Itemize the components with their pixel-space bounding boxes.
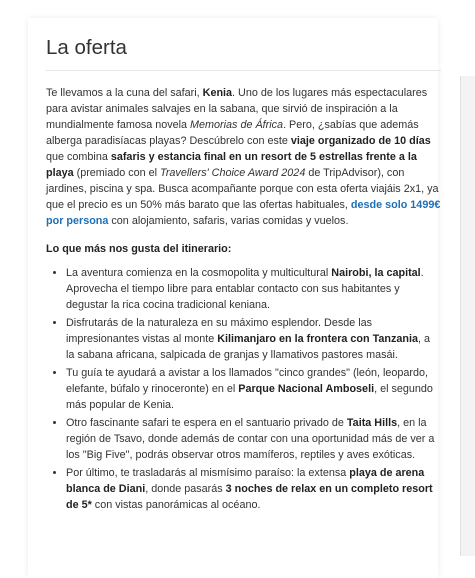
item-bold: playa de arena blanca de Diani: [66, 467, 425, 495]
intro-bold: Kenia: [202, 87, 233, 99]
list-item: [66, 315, 441, 363]
item-bold: Kilimanjaro en la frontera con Tanzania: [217, 333, 419, 345]
list-item: [66, 265, 441, 313]
intro-text: . Uno de los lugares más espectaculares para avistar animales salvajes en la sabana, que sirvió de inspiración a la mundialmente famosa novela: [46, 87, 428, 131]
intro-text: (premiado con el: [73, 167, 161, 179]
list-item: [66, 465, 441, 513]
item-bold: Parque Nacional Amboseli: [238, 383, 375, 395]
item-text: , a la sabana africana, salpicada de granjas y llamativos pastores masái.: [66, 333, 431, 361]
item-bold: Nairobi, la capital: [331, 267, 421, 279]
itinerary-heading: Lo que más nos gusta del itinerario:: [46, 243, 232, 255]
item-text: , donde pasarás: [145, 483, 226, 495]
intro-bold: viaje organizado de 10 días: [290, 135, 431, 147]
offer-description: [46, 85, 441, 229]
intro-text: que combina: [46, 151, 111, 163]
item-text: Por último, te trasladarás al mismísimo paraíso: la extensa: [66, 467, 350, 479]
list-item: [66, 415, 441, 463]
item-text: , el segundo más popular de Kenia.: [66, 383, 433, 411]
intro-bold: safaris y estancia final en un resort de 5 estrellas frente a la playa: [46, 151, 417, 179]
item-text: La aventura comienza en la cosmopolita y multicultural: [66, 267, 332, 279]
offer-section: [46, 36, 441, 515]
intro-text: con alojamiento, safaris, varias comidas y vuelos.: [108, 215, 349, 227]
intro-text: de TripAdvisor), con jardines, piscina y spa. Busca acompañante porque con esta oferta viajáis 2x1, ya que el precio es un 50% más barato que las ofertas habituales,: [46, 167, 439, 211]
item-text: con vistas panorámicas al océano.: [91, 499, 261, 511]
itinerary-list: [46, 265, 441, 513]
item-text: , en la región de Tsavo, donde además de contar con una oportunidad más de ver a los "Big Five", podrás observar otros mamíferos, reptiles y aves exóticas.: [66, 417, 435, 461]
section-title: La oferta: [46, 36, 441, 71]
intro-text: Te llevamos a la cuna del safari,: [46, 87, 203, 99]
item-bold: Taita Hills: [346, 417, 398, 429]
intro-italic: Memorias de África: [190, 119, 284, 131]
item-text: Otro fascinante safari te espera en el santuario privado de: [66, 417, 347, 429]
item-text: Tu guía te ayudará a avistar a los llamados "cinco grandes" (león, leopardo, elefante, búfalo y rinoceronte) en el: [66, 367, 428, 395]
intro-italic: Travellers' Choice Award 2024: [160, 167, 306, 179]
list-item: [66, 365, 441, 413]
price-highlight: desde solo 1499€ por persona: [46, 199, 441, 227]
intro-text: . Pero, ¿sabías que además alberga paradisíacas playas? Descúbrelo con este: [46, 119, 419, 147]
item-text: . Aprovecha el tiempo libre para entablar contacto con sus habitantes y degustar la rica cocina tradicional keniana.: [66, 267, 424, 311]
item-bold: 3 noches de relax en un completo resort de 5*: [66, 483, 433, 511]
item-text: Disfrutarás de la naturaleza en su máximo esplendor. Desde las impresionantes vistas al monte: [66, 317, 373, 345]
scrollbar-track[interactable]: [460, 76, 475, 556]
